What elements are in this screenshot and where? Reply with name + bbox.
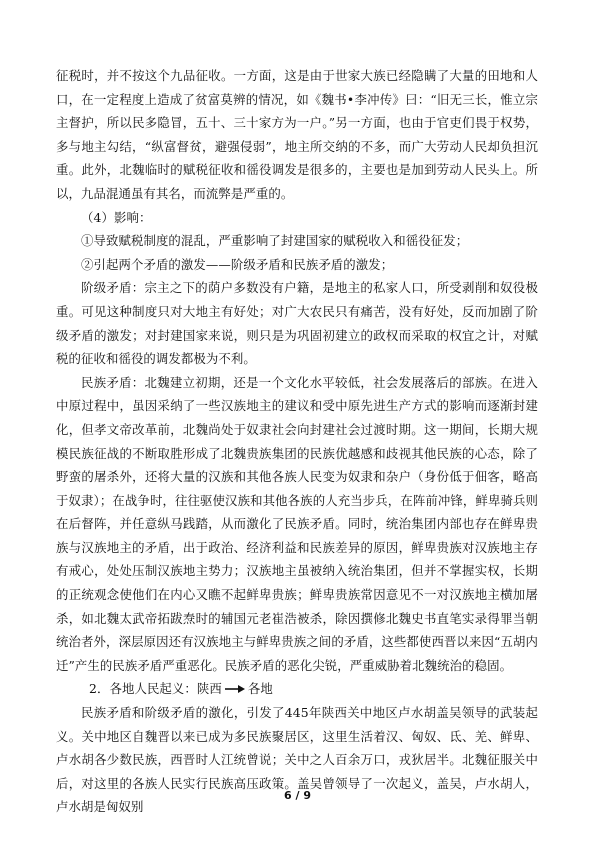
paragraph-ethnic-conflict: 民族矛盾：北魏建立初期，还是一个文化水平较低，社会发展落后的部族。在进入中原过程中，虽因采纳了一些汉族地主的建议和受中原先进生产方式的影响而逐渐封建化，但孝文帝改革前，北魏尚处于奴隶社会向封建社会过渡时期。这一期间，长期大规模民族征战的不断取胜形成了北魏贵族集团的民族优越感和歧视其他民族的心态，除了野蛮的屠杀外，还将大量的汉族和其他各族人民变为奴隶和杂户（身份低于佃客，略高于奴隶）；在战争时，往往驱使汉族和其他各族的人充当步兵，在阵前冲锋，鲜卑骑兵则在后督阵，并任意纵马践踏，从而激化了民族矛盾。同时，统治集团内部也存在鲜卑贵族与汉族地主的矛盾，出于政治、经济利益和民族差异的原因，鲜卑贵族对汉族地主存有戒心，处处压制汉族地主势力；汉族地主虽被纳入统治集团，但并不掌握实权，长期的正统观念使他们在内心又瞧不起鲜卑贵族；鲜卑贵族常因意见不一对汉族地主横加屠杀，如北魏太武帝拓跋焘时的辅国元老崔浩被杀，除因撰修北魏史书直笔实录得罪当朝统治者外，深层原因还有汉族地主与鲜卑贵族之间的矛盾，这些都使西晋以来因“五胡内迁”产生的民族矛盾严重恶化。民族矛盾的恶化尖锐，严重威胁着北魏统治的稳固。 [56, 374, 538, 673]
paragraph-class-conflict: 阶级矛盾：宗主之下的荫户多数没有户籍，是地主的私家人口，所受剥削和奴役极重。可见这种制度只对大地主有好处；对广大农民只有痛苦，没有好处，反而加剧了阶级矛盾的激发；对封建国家来说，则只是为巩固初建立的政权而采取的权宜之计，对赋税的征收和徭役的调发都极为不利。 [56, 280, 538, 367]
section-heading-prefix: 2．各地人民起义：陕西 [89, 681, 222, 697]
paragraph-influence-item-1: ①导致赋税制度的混乱，严重影响了封建国家的赋税收入和徭役征发； [81, 233, 469, 249]
section-heading-suffix: 各地 [247, 681, 273, 697]
paragraph-influence-heading: （4）影响： [81, 209, 152, 225]
page-number: 6 / 9 [284, 789, 311, 802]
paragraph-gaiwu-uprising: 民族矛盾和阶级矛盾的激化，引发了445年陕西关中地区卢水胡盖吴领导的武装起义。关中地区自魏晋以来已成为多民族聚居区，这里生活着汉、匈奴、氐、羌、鲜卑、卢水胡各少数民族，西晋时人江统曾说；关中之人百余万口，戎狄居半。北魏征服关中后，对这里的各族人民实行民族高压政策。盖吴曾领导了一次起义，盖吴，卢水胡人，卢水胡是匈奴别 [56, 705, 538, 815]
section-heading-uprisings [56, 677, 538, 701]
paragraph-tax-continuation: 征税时，并不按这个九品征收。一方面，这是由于世家大族已经隐瞒了大量的田地和人口，在一定程度上造成了贫富莫辨的情况，如《魏书•李冲传》曰：“旧无三长，惟立宗主督护，所以民多隐冒，五十、三十家方为一户。”另一方面，也由于官吏们畏于权势，多与地主勾结，“纵富督贫，避强侵弱”，地主所交纳的不多，而广大劳动人民却负担沉重。此外，北魏临时的赋税征收和徭役调发是很多的，主要也是加到劳动人民头上。所以，九品混通虽有其名，而流弊是严重的。 [56, 68, 538, 201]
paragraph-influence-item-2: ②引起两个矛盾的激发——阶级矛盾和民族矛盾的激发； [81, 256, 394, 272]
document-body [56, 64, 538, 819]
arrow-right-icon [224, 684, 246, 694]
